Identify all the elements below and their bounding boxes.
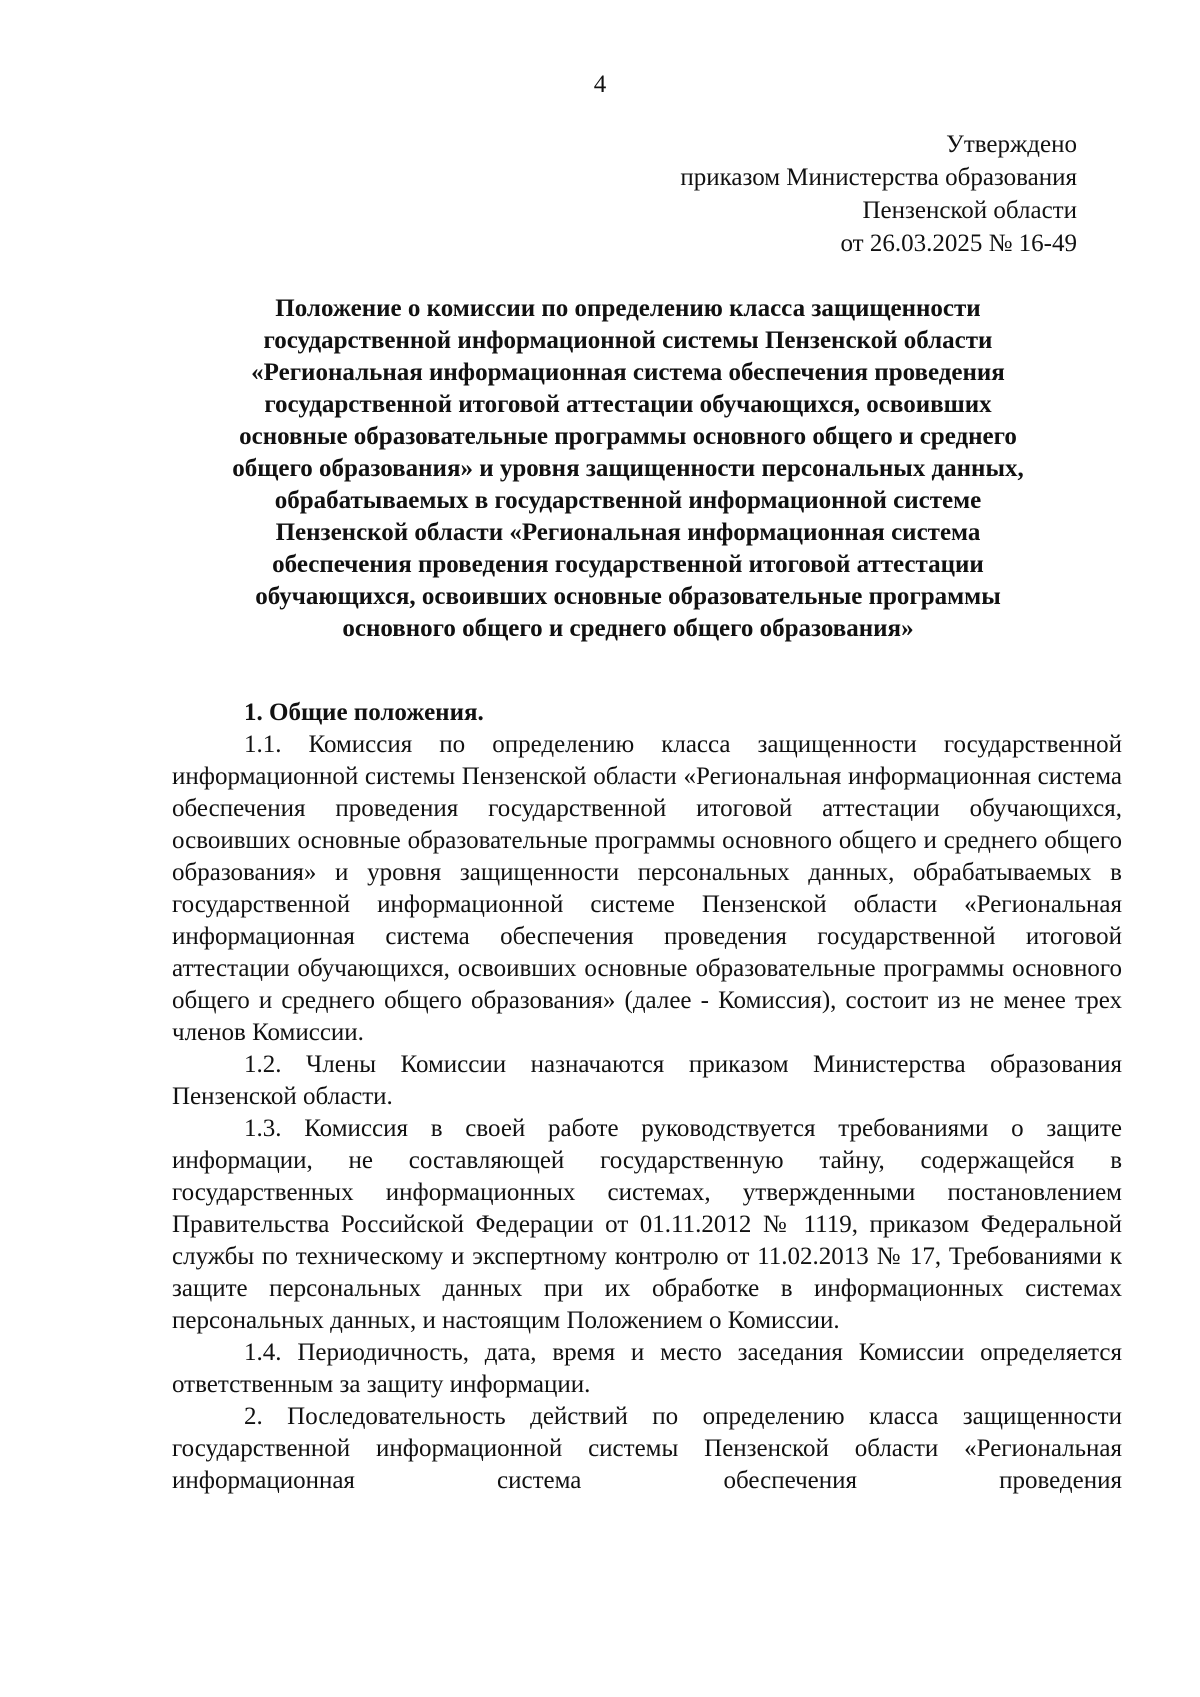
approval-line: Пензенской области — [862, 197, 1077, 224]
title-line: общего образования» и уровня защищенности персональных данных, — [232, 455, 1024, 482]
title-line: государственной информационной системы Пензенской области — [263, 327, 993, 354]
approval-block — [517, 128, 1077, 260]
title-line: основные образовательные программы основного общего и среднего — [239, 423, 1017, 450]
title-line: основного общего и среднего общего образования» — [342, 615, 914, 642]
paragraph-1-1: 1.1. Комиссия по определению класса защищенности государственной информационной системы Пензенской области «Региональная информационная система обеспечения проведения государственной итоговой аттестации обучающихся, освоивших основные образовательные программы основного общего и среднего общего образования» и уровня защищенности персональных данных, обрабатываемых в государственной информационной системе Пензенской области «Региональная информационная система обеспечения проведения государственной итоговой аттестации обучающихся, освоивших основные образовательные программы основного общего и среднего общего образования» (далее - Комиссия), состоит из не менее трех членов Комиссии. — [172, 731, 1122, 1046]
approval-line: Утверждено — [946, 131, 1077, 158]
section-heading: 1. Общие положения. — [244, 699, 484, 726]
paragraph-2: 2. Последовательность действий по определению класса защищенности государственной информационной системы Пензенской области «Региональная информационная система обеспечения проведения — [172, 1403, 1122, 1494]
title-line: Положение о комиссии по определению класса защищенности — [275, 295, 981, 322]
paragraph-1-4: 1.4. Периодичность, дата, время и место заседания Комиссии определяется ответственным за защиту информации. — [172, 1339, 1122, 1398]
title-line: обрабатываемых в государственной информационной системе — [274, 487, 982, 514]
title-line: Пензенской области «Региональная информационная система — [275, 519, 981, 546]
document-body — [172, 697, 1122, 1497]
title-line: обеспечения проведения государственной итоговой аттестации — [272, 551, 984, 578]
paragraph-1-2: 1.2. Члены Комиссии назначаются приказом Министерства образования Пензенской области. — [172, 1051, 1122, 1110]
document-title — [168, 293, 1088, 645]
title-line: «Региональная информационная система обеспечения проведения — [251, 359, 1005, 386]
approval-line: от 26.03.2025 № 16-49 — [840, 230, 1077, 257]
title-line: обучающихся, освоивших основные образовательные программы — [255, 583, 1001, 610]
approval-line: приказом Министерства образования — [680, 164, 1077, 191]
page-number: 4 — [593, 71, 607, 98]
title-line: государственной итоговой аттестации обучающихся, освоивших — [264, 391, 992, 418]
paragraph-1-3: 1.3. Комиссия в своей работе руководствуется требованиями о защите информации, не составляющей государственную тайну, содержащейся в государственных информационных системах, утвержденными постановлением Правительства Российской Федерации от 01.11.2012 № 1119, приказом Федеральной службы по техническому и экспертному контролю от 11.02.2013 № 17, Требованиями к защите персональных данных при их обработке в информационных системах персональных данных, и настоящим Положением о Комиссии. — [172, 1115, 1122, 1334]
